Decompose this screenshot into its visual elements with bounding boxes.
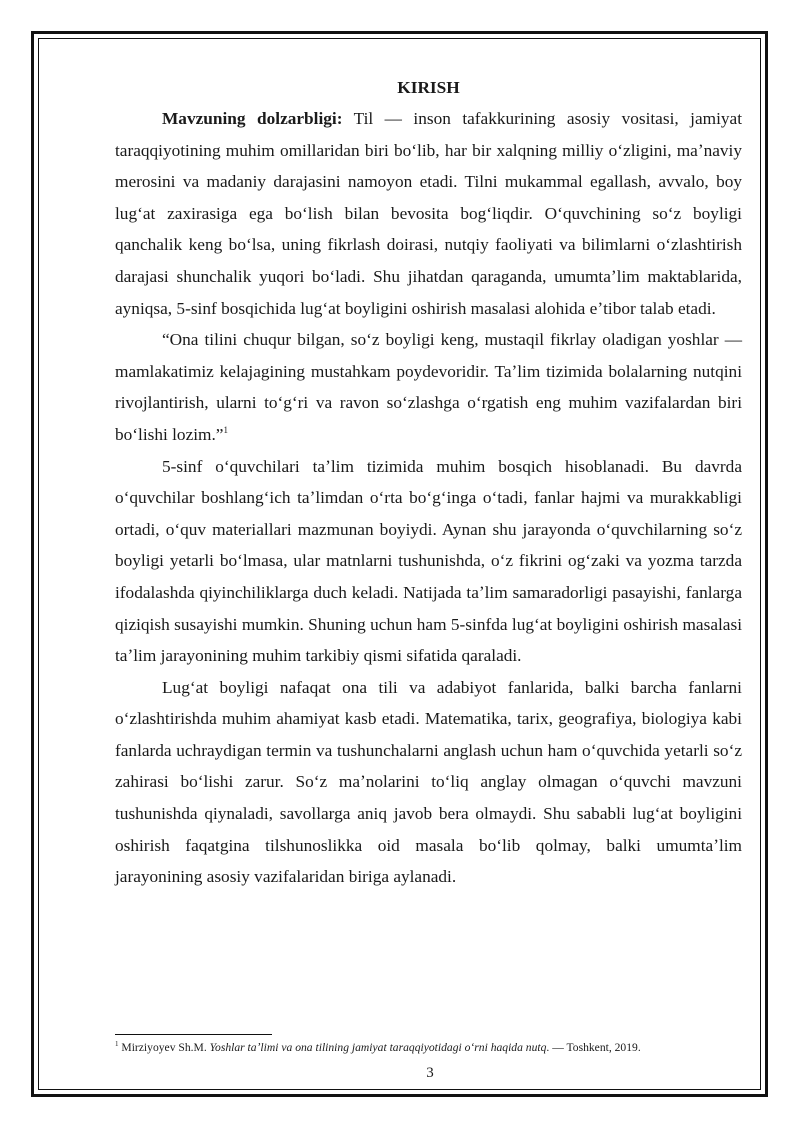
section-heading: KIRISH	[397, 78, 460, 97]
document-body	[115, 72, 742, 893]
paragraph-relevance	[115, 103, 742, 324]
quote-text: “Ona tilini chuqur bilgan, soʻz boyligi keng, mustaqil fikrlay oladigan yoshlar — mamlakatimiz kelajagining mustahkam poydevoridir. Taʼlim tizimida bolalarning nutqini rivojlantirish, ularni toʻgʻri va ravon soʻzlashga oʻrgatish eng muhim vazifalardan biri boʻlishi lozim.”	[115, 330, 742, 444]
footnote-source: . — Toshkent, 2019.	[546, 1041, 641, 1054]
page-number: 3	[426, 1065, 434, 1081]
paragraph-quote	[115, 324, 742, 450]
paragraph-text: Til — inson tafakkurining asosiy vositasi, jamiyat taraqqiyotining muhim omillaridan biri boʻlib, har bir xalqning milliy oʻzligini, maʼnaviy merosini va madaniy darajasini namoyon etadi. Tilni mukammal egallash, avvalo, boy lugʻat zaxirasiga ega boʻlish bilan bevosita bogʻliqdir. Oʻquvchining soʻz boyligi qanchalik keng boʻlsa, uning fikrlash doirasi, nutqiy faoliyati va bilimlarni oʻzlashtirish darajasi shunchalik yuqori boʻladi. Shu jihatdan qaraganda, umumtaʼlim maktablarida, ayniqsa, 5-sinf bosqichida lugʻat boyligini oshirish masalasi alohida eʼtibor talab etadi.	[115, 109, 742, 318]
footnote-title: Yoshlar taʼlimi va ona tilining jamiyat taraqqiyotidagi oʻrni haqida nutq	[209, 1041, 547, 1054]
paragraph-lead: Mavzuning dolzarbligi:	[162, 109, 343, 128]
paragraph-vocabulary	[115, 672, 742, 893]
footnote-author: Mirziyoyev Sh.M.	[118, 1041, 210, 1054]
paragraph-text: Lugʻat boyligi nafaqat ona tili va adabiyot fanlarida, balki barcha fanlarni oʻzlashtirishda muhim ahamiyat kasb etadi. Matematika, tarix, geografiya, biologiya kabi fanlarda uchraydigan termin va tushunchalarni anglash uchun ham oʻquvchida yetarli soʻz zahirasi boʻlishi zarur. Soʻz maʼnolarini toʻliq anglay olmagan oʻquvchi mavzuni tushunishda qiynaladi, savollarga aniq javob bera olmaydi. Shu sababli lugʻat boyligini oshirish faqatgina tilshunoslikka oid masala boʻlib qolmay, balki umumtaʼlim jarayonining asosiy vazifalaridan biriga aylanadi.	[115, 677, 742, 887]
footnote	[115, 1040, 755, 1056]
paragraph-text: 5-sinf oʻquvchilari taʼlim tizimida muhim bosqich hisoblanadi. Bu davrda oʻquvchilar boshlangʻich taʼlimdan oʻrta boʻgʻinga oʻtadi, fanlar hajmi va murakkabligi ortadi, oʻquv materiallari mazmunan boyiydi. Aynan shu jarayonda oʻquvchilarning soʻz boyligi yetarli boʻlmasa, ular matnlarni tushunishda, oʻz fikrini ogʻzaki va yozma tarzda ifodalashda qiyinchiliklarga duch keladi. Natijada taʼlim samaradorligi pasayishi, fanlarga qiziqish susayishi mumkin. Shuning uchun ham 5-sinfda lugʻat boyligini oshirish masalasi taʼlim jarayonining muhim tarkibiy qismi sifatida qaraladi.	[115, 456, 742, 666]
paragraph-grade5	[115, 451, 742, 672]
footnote-reference[interactable]: 1	[223, 425, 228, 436]
footnote-number: 1	[115, 1040, 119, 1049]
footnote-separator	[115, 1034, 272, 1035]
